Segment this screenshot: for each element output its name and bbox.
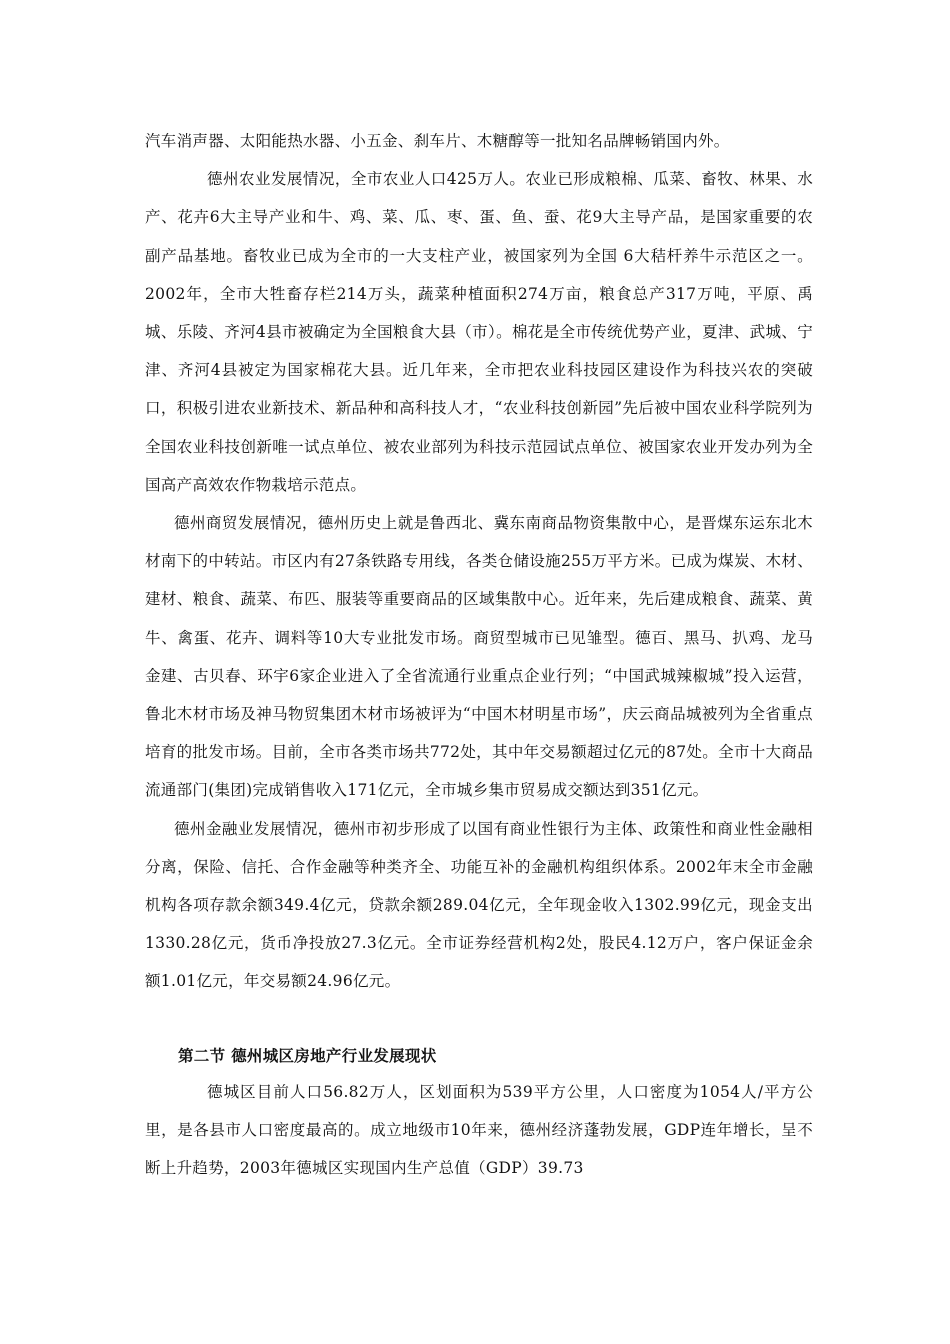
section-heading: 第二节 德州城区房地产行业发展现状	[178, 1045, 437, 1065]
paragraph-agriculture: 德州农业发展情况，全市农业人口425万人。农业已形成粮棉、瓜菜、畜牧、林果、水产、花卉6大主导产业和牛、鸡、菜、瓜、枣、蛋、鱼、蚕、花9大主导产品，是国家重要的农副产品基地。畜牧业已成为全市的一大支柱产业，被国家列为全国 6大秸杆养牛示范区之一。2002年，全市大牲畜存栏214万头，蔬菜种植面积274万亩，粮食总产317万吨，平原、禹城、乐陵、齐河4县市被确定为全国粮食大县（市）。棉花是全市传统优势产业，夏津、武城、宁津、齐河4县被定为国家棉花大县。近几年来，全市把农业科技园区建设作为科技兴农的突破口，积极引进农业新技术、新品种和高科技人才，“农业科技创新园”先后被中国农业科学院列为全国农业科技创新唯一试点单位、被农业部列为科技示范园试点单位、被国家农业开发办列为全国高产高效农作物栽培示范点。	[145, 170, 813, 494]
paragraph-industry-brands: 汽车消声器、太阳能热水器、小五金、刹车片、木糖醇等一批知名品牌畅销国内外。	[145, 132, 730, 150]
paragraph-dezhou-district: 德城区目前人口56.82万人，区划面积为539平方公里，人口密度为1054人/平方公里，是各县市人口密度最高的。成立地级市10年来，德州经济蓬勃发展，GDP连年增长，呈不断上升趋势，2003年德城区实现国内生产总值（GDP）39.73	[145, 1082, 813, 1178]
paragraph-finance: 德州金融业发展情况，德州市初步形成了以国有商业性银行为主体、政策性和商业性金融相分离，保险、信托、合作金融等种类齐全、功能互补的金融机构组织体系。2002年末全市金融机构各项存款余额349.4亿元，贷款余额289.04亿元，全年现金收入1302.99亿元，现金支出1330.28亿元，货币净投放27.3亿元。全市证券经营机构2处，股民4.12万户，客户保证金余额1.01亿元，年交易额24.96亿元。	[145, 819, 813, 991]
section-spacer	[145, 1001, 813, 1039]
document-body	[145, 122, 813, 1187]
paragraph-commerce: 德州商贸发展情况，德州历史上就是鲁西北、冀东南商品物资集散中心，是晋煤东运东北木材南下的中转站。市区内有27条铁路专用线，各类仓储设施255万平方米。已成为煤炭、木材、建材、粮食、蔬菜、布匹、服装等重要商品的区域集散中心。近年来，先后建成粮食、蔬菜、黄牛、禽蛋、花卉、调料等10大专业批发市场。商贸型城市已见雏型。德百、黑马、扒鸡、龙马金建、古贝春、环宇6家企业进入了全省流通行业重点企业行列；“中国武城辣椒城”投入运营，鲁北木材市场及神马物贸集团木材市场被评为“中国木材明星市场”，庆云商品城被列为全省重点培育的批发市场。目前，全市各类市场共772处，其中年交易额超过亿元的87处。全市十大商品流通部门(集团)完成销售收入171亿元，全市城乡集市贸易成交额达到351亿元。	[145, 514, 813, 800]
